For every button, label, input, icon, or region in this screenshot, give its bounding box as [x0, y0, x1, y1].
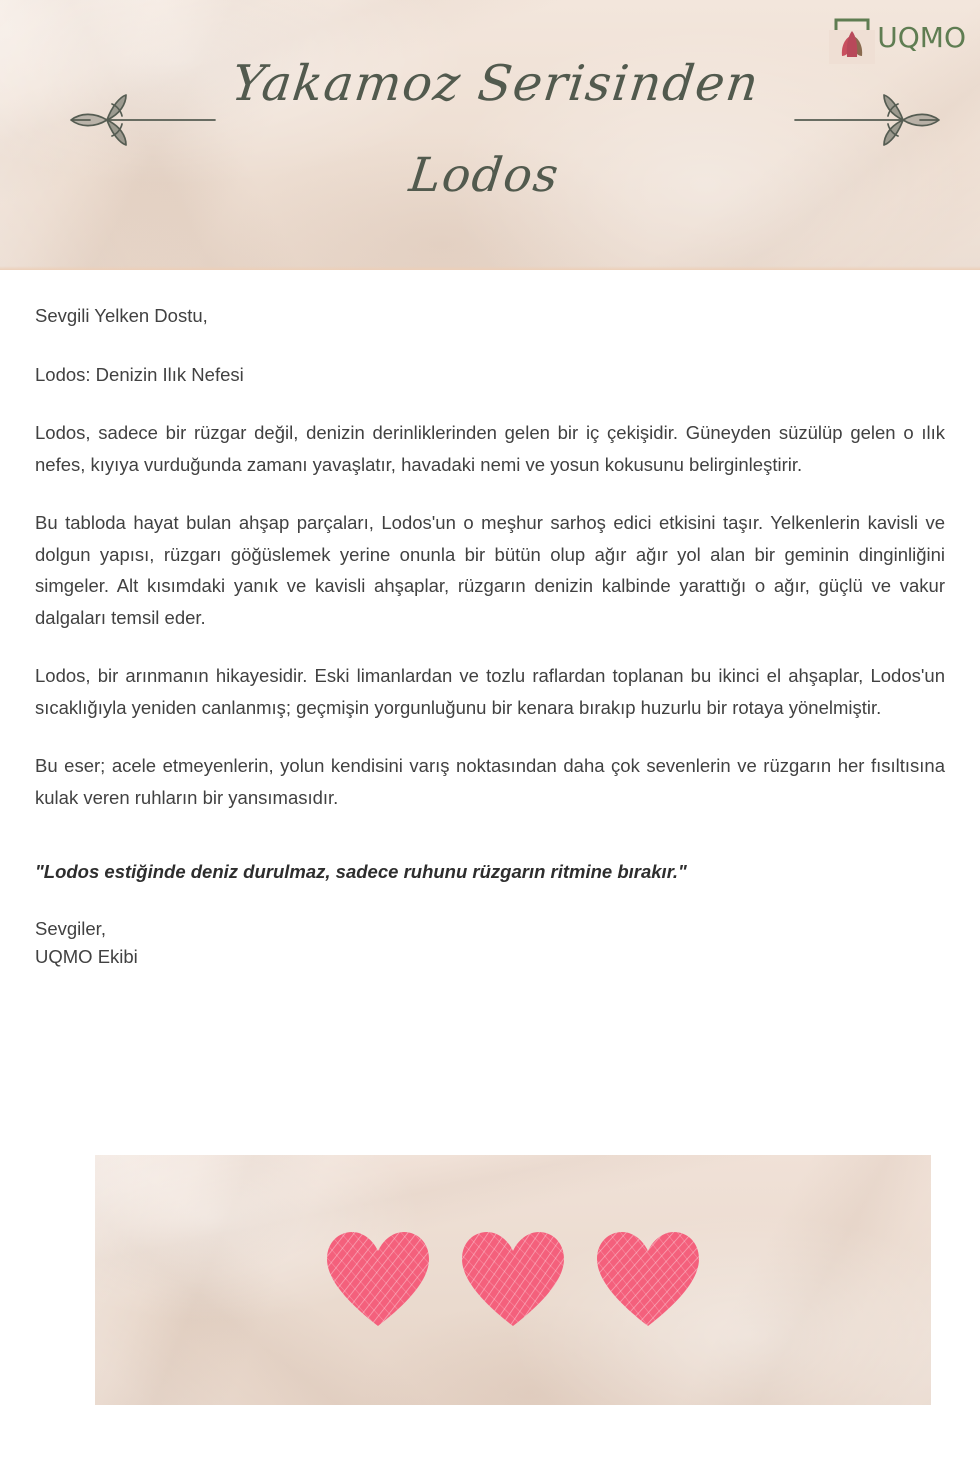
brand-logo[interactable]: [829, 14, 966, 64]
signoff-line-1: Sevgiler,: [35, 918, 106, 939]
letter-paragraph-1: Lodos, sadece bir rüzgar değil, denizin derinliklerinden gelen bir iç çekişidir. Güneyden süzülüp gelen o ılık nefes, kıyıya vurduğunda zamanı yavaşlatır, havadaki nemi ve yosun kokusunu belirginleştirir.: [35, 422, 945, 475]
heart-icon: [458, 1227, 568, 1333]
footer-hearts-image: [95, 1155, 931, 1405]
heart-icon: [323, 1227, 433, 1333]
letter-pull-quote: "Lodos estiğinde deniz durulmaz, sadece ruhunu rüzgarın ritmine bırakır.": [35, 861, 687, 882]
arrow-leaf-divider-right-icon: [790, 92, 950, 148]
uqmo-tulip-bracket-logo-icon: [829, 14, 875, 64]
letter-signoff: [35, 915, 945, 971]
letter-paragraph-2: Bu tabloda hayat bulan ahşap parçaları, Lodos'un o meşhur sarhoş edici etkisini taşır. Yelkenlerin kavisli ve dolgun yapısı, rüzgarı göğüslemek yerine onunla bir bütün olup ağır ağır yol alan bir geminin dinginliğini simgeler. Alt kısımdaki yanık ve kavisli ahşaplar, rüzgarın denizin kalbinde yarattığı o ağır, güçlü ve vakur dalgaları temsil eder.: [35, 512, 945, 628]
letter-paragraph-4: Bu eser; acele etmeyenlerin, yolun kendisini varış noktasından daha çok sevenlerin ve rüzgarın her fısıltısına kulak veren ruhların bir yansımasıdır.: [35, 755, 945, 808]
heart-icon: [593, 1227, 703, 1333]
letter-content: [35, 300, 945, 971]
arrow-leaf-divider-left-icon: [60, 92, 220, 148]
letter-greeting: Sevgili Yelken Dostu,: [35, 305, 208, 326]
page-title-line-2: Lodos: [406, 148, 563, 203]
header-banner: [0, 0, 980, 270]
signoff-line-2: UQMO Ekibi: [35, 946, 138, 967]
hearts-row: [95, 1155, 931, 1405]
page-title-line-1: Yakamoz Serisinden: [228, 55, 763, 112]
letter-subject: Lodos: Denizin Ilık Nefesi: [35, 363, 244, 385]
brand-name: UQMO: [877, 21, 966, 54]
letter-paragraph-3: Lodos, bir arınmanın hikayesidir. Eski limanlardan ve tozlu raflardan toplanan bu ikinci el ahşaplar, Lodos'un sıcaklığıyla yeniden canlanmış; geçmişin yorgunluğunu bir kenara bırakıp huzurlu bir rotaya yönelmiştir.: [35, 665, 945, 718]
